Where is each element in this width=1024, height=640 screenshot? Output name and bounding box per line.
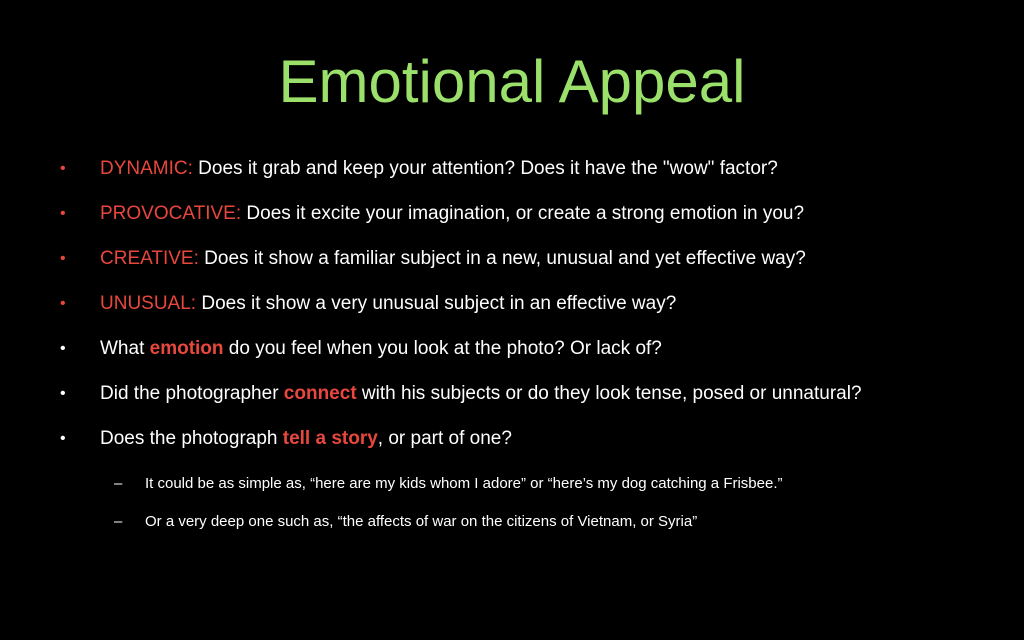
bullet-text xyxy=(100,241,806,277)
bullet-marker: • xyxy=(60,340,66,357)
bullet-body-before: Did the photographer xyxy=(100,383,284,404)
bullet-label: CREATIVE: xyxy=(100,248,199,269)
sub-bullet-simple xyxy=(0,466,1024,504)
sub-bullet-list xyxy=(0,466,1024,542)
bullet-marker: • xyxy=(60,205,66,222)
bullet-emotion xyxy=(0,331,1024,376)
bullet-connect xyxy=(0,376,1024,421)
slide-title: Emotional Appeal xyxy=(278,48,746,115)
bullet-label: UNUSUAL: xyxy=(100,293,197,314)
bullet-marker: • xyxy=(60,160,66,177)
bullet-body: Does it show a familiar subject in a new, unusual and yet effective way? xyxy=(198,248,806,269)
bullet-unusual xyxy=(0,286,1024,331)
sub-bullet-text: Or a very deep one such as, “the affects of war on the citizens of Vietnam, or Syria” xyxy=(145,513,698,530)
bullet-marker: • xyxy=(60,295,66,312)
bullet-marker: • xyxy=(60,250,66,267)
bullet-text xyxy=(100,376,862,412)
bullet-text xyxy=(100,286,676,322)
bullet-marker: • xyxy=(60,385,66,402)
bullet-body-after: , or part of one? xyxy=(377,428,512,449)
bullet-story xyxy=(0,421,1024,466)
sub-bullet-marker: – xyxy=(114,475,123,492)
bullet-body: Does it grab and keep your attention? Does it have the "wow" factor? xyxy=(192,158,778,179)
bullet-list xyxy=(0,151,1024,466)
bullet-body-after: do you feel when you look at the photo? Or lack of? xyxy=(223,338,662,359)
bullet-emphasis: tell a story xyxy=(282,428,378,449)
bullet-marker: • xyxy=(60,430,66,447)
bullet-body-before: Does the photograph xyxy=(100,428,283,449)
bullet-emphasis: emotion xyxy=(149,338,224,359)
bullet-label: DYNAMIC: xyxy=(100,158,193,179)
bullet-dynamic xyxy=(0,151,1024,196)
sub-bullet-deep xyxy=(0,504,1024,542)
bullet-text xyxy=(100,151,778,187)
bullet-text xyxy=(100,331,662,367)
bullet-body-before: What xyxy=(100,338,150,359)
sub-bullet-marker: – xyxy=(114,513,123,530)
bullet-body: Does it excite your imagination, or create a strong emotion in you? xyxy=(241,203,805,224)
sub-bullet-text: It could be as simple as, “here are my kids whom I adore” or “here’s my dog catching a Frisbee.” xyxy=(145,475,783,492)
bullet-text xyxy=(100,421,512,457)
bullet-emphasis: connect xyxy=(283,383,357,404)
bullet-provocative xyxy=(0,196,1024,241)
bullet-text xyxy=(100,196,804,232)
bullet-creative xyxy=(0,241,1024,286)
bullet-label: PROVOCATIVE: xyxy=(100,203,242,224)
bullet-body: Does it show a very unusual subject in an effective way? xyxy=(196,293,677,314)
bullet-body-after: with his subjects or do they look tense, posed or unnatural? xyxy=(356,383,862,404)
